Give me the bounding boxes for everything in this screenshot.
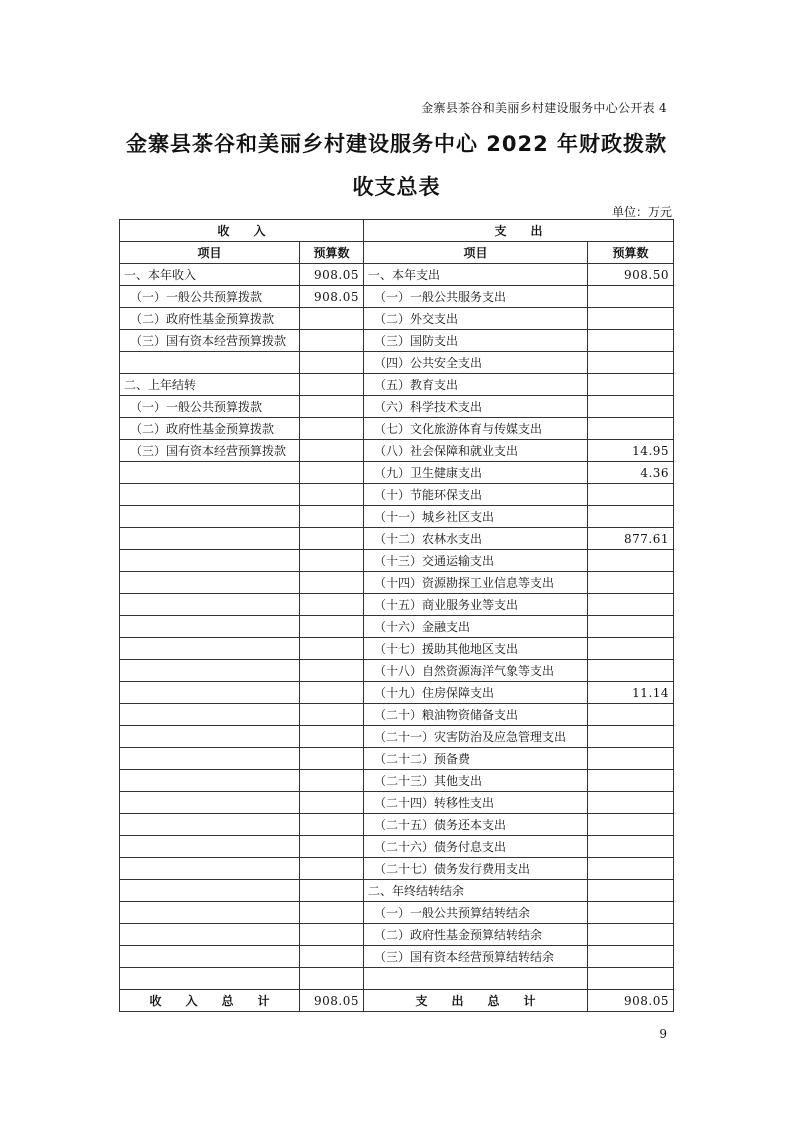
expense-item-cell: （十四）资源勘探工业信息等支出 [364, 572, 588, 594]
expense-section-header: 支 出 [364, 220, 674, 242]
expense-value-cell [588, 968, 674, 990]
income-item-cell [120, 726, 300, 748]
expense-value-cell [588, 616, 674, 638]
expense-value-cell [588, 418, 674, 440]
expense-value-cell [588, 792, 674, 814]
expense-value-cell: 4.36 [588, 462, 674, 484]
expense-value-cell: 877.61 [588, 528, 674, 550]
table-row [120, 814, 674, 836]
income-item-cell: 一、本年收入 [120, 264, 300, 286]
table-row [120, 638, 674, 660]
table-row [120, 528, 674, 550]
expense-value-cell [588, 286, 674, 308]
expense-value-cell [588, 594, 674, 616]
expense-item-cell: （十九）住房保障支出 [364, 682, 588, 704]
expense-item-cell: （三）国防支出 [364, 330, 588, 352]
table-row [120, 506, 674, 528]
income-item-cell [120, 638, 300, 660]
expense-item-cell: （二十一）灾害防治及应急管理支出 [364, 726, 588, 748]
income-value-cell [300, 660, 364, 682]
income-item-cell [120, 748, 300, 770]
income-value-cell [300, 924, 364, 946]
income-value-cell [300, 594, 364, 616]
table-row [120, 286, 674, 308]
table-row [120, 682, 674, 704]
expense-value-cell [588, 660, 674, 682]
expense-value-cell [588, 946, 674, 968]
income-item-cell [120, 792, 300, 814]
income-item-cell [120, 660, 300, 682]
table-row [120, 770, 674, 792]
income-section-header: 收 入 [120, 220, 364, 242]
page-title: 金寨县茶谷和美丽乡村建设服务中心 2022 年财政拨款 [125, 132, 668, 156]
income-item-cell: （一）一般公共预算拨款 [120, 286, 300, 308]
table-row [120, 704, 674, 726]
expense-value-cell [588, 484, 674, 506]
income-value-cell [300, 330, 364, 352]
table-row [120, 418, 674, 440]
expense-value-cell [588, 396, 674, 418]
expense-item-cell: （二十二）预备费 [364, 748, 588, 770]
expense-item-cell: （十五）商业服务业等支出 [364, 594, 588, 616]
column-header-row [120, 242, 674, 264]
expense-value-cell [588, 572, 674, 594]
income-item-cell [120, 836, 300, 858]
table-row [120, 726, 674, 748]
income-value-cell [300, 506, 364, 528]
income-value-cell [300, 792, 364, 814]
expense-item-cell: （十二）农林水支出 [364, 528, 588, 550]
expense-total-label: 支 出 总 计 [364, 990, 588, 1012]
table-row [120, 550, 674, 572]
income-value-cell [300, 550, 364, 572]
income-item-cell [120, 594, 300, 616]
income-total-label: 收 入 总 计 [120, 990, 300, 1012]
table-row [120, 352, 674, 374]
expense-item-cell: （七）文化旅游体育与传媒支出 [364, 418, 588, 440]
income-item-cell [120, 682, 300, 704]
income-item-cell [120, 704, 300, 726]
income-item-cell [120, 858, 300, 880]
expense-value-cell [588, 726, 674, 748]
table-row [120, 374, 674, 396]
expense-value-cell [588, 352, 674, 374]
expense-item-cell: （二十三）其他支出 [364, 770, 588, 792]
table-row [120, 616, 674, 638]
expense-value-cell [588, 814, 674, 836]
expense-value-cell [588, 704, 674, 726]
income-value-cell: 908.05 [300, 264, 364, 286]
page-number: 9 [659, 1027, 667, 1041]
table-row [120, 462, 674, 484]
income-value-cell [300, 748, 364, 770]
income-item-cell: （一）一般公共预算拨款 [120, 396, 300, 418]
income-value-cell [300, 484, 364, 506]
expense-item-cell: （二十四）转移性支出 [364, 792, 588, 814]
table-row [120, 880, 674, 902]
table-row [120, 902, 674, 924]
income-value-cell [300, 968, 364, 990]
table-row [120, 858, 674, 880]
income-value-cell: 908.05 [300, 286, 364, 308]
table-row [120, 968, 674, 990]
income-item-cell [120, 550, 300, 572]
income-value-cell [300, 858, 364, 880]
expense-value-cell [588, 858, 674, 880]
income-value-cell [300, 462, 364, 484]
income-item-cell [120, 616, 300, 638]
income-item-cell [120, 924, 300, 946]
table-row [120, 484, 674, 506]
income-value-cell [300, 880, 364, 902]
expense-value-cell [588, 374, 674, 396]
expense-item-cell: （一）一般公共预算结转结余 [364, 902, 588, 924]
page-subtitle: 收支总表 [352, 175, 441, 199]
income-item-cell: （二）政府性基金预算拨款 [120, 418, 300, 440]
expense-item-cell: （一）一般公共服务支出 [364, 286, 588, 308]
expense-value-cell: 908.50 [588, 264, 674, 286]
table-row [120, 660, 674, 682]
income-value-cell [300, 726, 364, 748]
expense-value-cell: 11.14 [588, 682, 674, 704]
income-item-cell [120, 902, 300, 924]
income-value-cell [300, 682, 364, 704]
expense-item-cell: 一、本年支出 [364, 264, 588, 286]
income-value-cell [300, 308, 364, 330]
expense-value-cell [588, 770, 674, 792]
income-item-cell [120, 506, 300, 528]
table-row [120, 792, 674, 814]
income-value-cell [300, 528, 364, 550]
expense-item-cell: （五）教育支出 [364, 374, 588, 396]
income-value-cell [300, 374, 364, 396]
expense-value-cell [588, 638, 674, 660]
income-item-cell [120, 968, 300, 990]
table-row [120, 924, 674, 946]
table-row [120, 836, 674, 858]
income-item-cell [120, 814, 300, 836]
income-value-cell [300, 836, 364, 858]
table-row [120, 308, 674, 330]
expense-item-cell: （四）公共安全支出 [364, 352, 588, 374]
income-item-cell [120, 572, 300, 594]
document-header-note: 金寨县茶谷和美丽乡村建设服务中心公开表 4 [421, 101, 667, 115]
income-item-cell [120, 880, 300, 902]
table-row [120, 946, 674, 968]
income-item-cell [120, 528, 300, 550]
income-value-cell [300, 352, 364, 374]
total-row [120, 990, 674, 1012]
expense-value-cell [588, 550, 674, 572]
expense-item-cell [364, 968, 588, 990]
income-value-cell [300, 572, 364, 594]
expense-item-cell: （二十六）债务付息支出 [364, 836, 588, 858]
budget-table [119, 219, 674, 1012]
expense-item-cell: （十六）金融支出 [364, 616, 588, 638]
expense-item-cell: （二十七）债务发行费用支出 [364, 858, 588, 880]
expense-value-cell [588, 308, 674, 330]
income-budget-column-header: 预算数 [300, 242, 364, 264]
expense-item-cell: （三）国有资本经营预算结转结余 [364, 946, 588, 968]
income-item-cell: （二）政府性基金预算拨款 [120, 308, 300, 330]
expense-value-cell [588, 748, 674, 770]
expense-item-cell: （十八）自然资源海洋气象等支出 [364, 660, 588, 682]
expense-item-cell: （十三）交通运输支出 [364, 550, 588, 572]
expense-value-cell: 14.95 [588, 440, 674, 462]
income-item-cell [120, 484, 300, 506]
table-row [120, 594, 674, 616]
expense-budget-column-header: 预算数 [588, 242, 674, 264]
expense-item-cell: （二）外交支出 [364, 308, 588, 330]
expense-value-cell [588, 506, 674, 528]
income-value-cell [300, 418, 364, 440]
expense-item-cell: 二、年终结转结余 [364, 880, 588, 902]
table-row [120, 330, 674, 352]
income-item-cell [120, 946, 300, 968]
table-row [120, 264, 674, 286]
expense-item-cell: （十）节能环保支出 [364, 484, 588, 506]
income-item-column-header: 项目 [120, 242, 300, 264]
expense-value-cell [588, 330, 674, 352]
expense-item-cell: （六）科学技术支出 [364, 396, 588, 418]
expense-value-cell [588, 924, 674, 946]
income-item-cell [120, 462, 300, 484]
expense-item-cell: （十一）城乡社区支出 [364, 506, 588, 528]
income-value-cell [300, 814, 364, 836]
unit-label: 单位：万元 [611, 205, 672, 219]
expense-item-cell: （二十五）债务还本支出 [364, 814, 588, 836]
expense-item-cell: （十七）援助其他地区支出 [364, 638, 588, 660]
table-row [120, 572, 674, 594]
table-row [120, 748, 674, 770]
income-item-cell [120, 352, 300, 374]
income-total-value: 908.05 [300, 990, 364, 1012]
income-item-cell: 二、上年结转 [120, 374, 300, 396]
income-item-cell [120, 770, 300, 792]
expense-total-value: 908.05 [588, 990, 674, 1012]
expense-item-cell: （八）社会保障和就业支出 [364, 440, 588, 462]
income-value-cell [300, 770, 364, 792]
income-value-cell [300, 638, 364, 660]
expense-value-cell [588, 902, 674, 924]
income-value-cell [300, 704, 364, 726]
income-item-cell: （三）国有资本经营预算拨款 [120, 330, 300, 352]
expense-item-cell: （二）政府性基金预算结转结余 [364, 924, 588, 946]
expense-item-cell: （九）卫生健康支出 [364, 462, 588, 484]
income-value-cell [300, 616, 364, 638]
expense-item-column-header: 项目 [364, 242, 588, 264]
expense-value-cell [588, 880, 674, 902]
table-row [120, 396, 674, 418]
income-item-cell: （三）国有资本经营预算拨款 [120, 440, 300, 462]
section-header-row [120, 220, 674, 242]
table-row [120, 440, 674, 462]
income-value-cell [300, 946, 364, 968]
income-value-cell [300, 440, 364, 462]
expense-value-cell [588, 836, 674, 858]
income-value-cell [300, 902, 364, 924]
expense-item-cell: （二十）粮油物资储备支出 [364, 704, 588, 726]
income-value-cell [300, 396, 364, 418]
